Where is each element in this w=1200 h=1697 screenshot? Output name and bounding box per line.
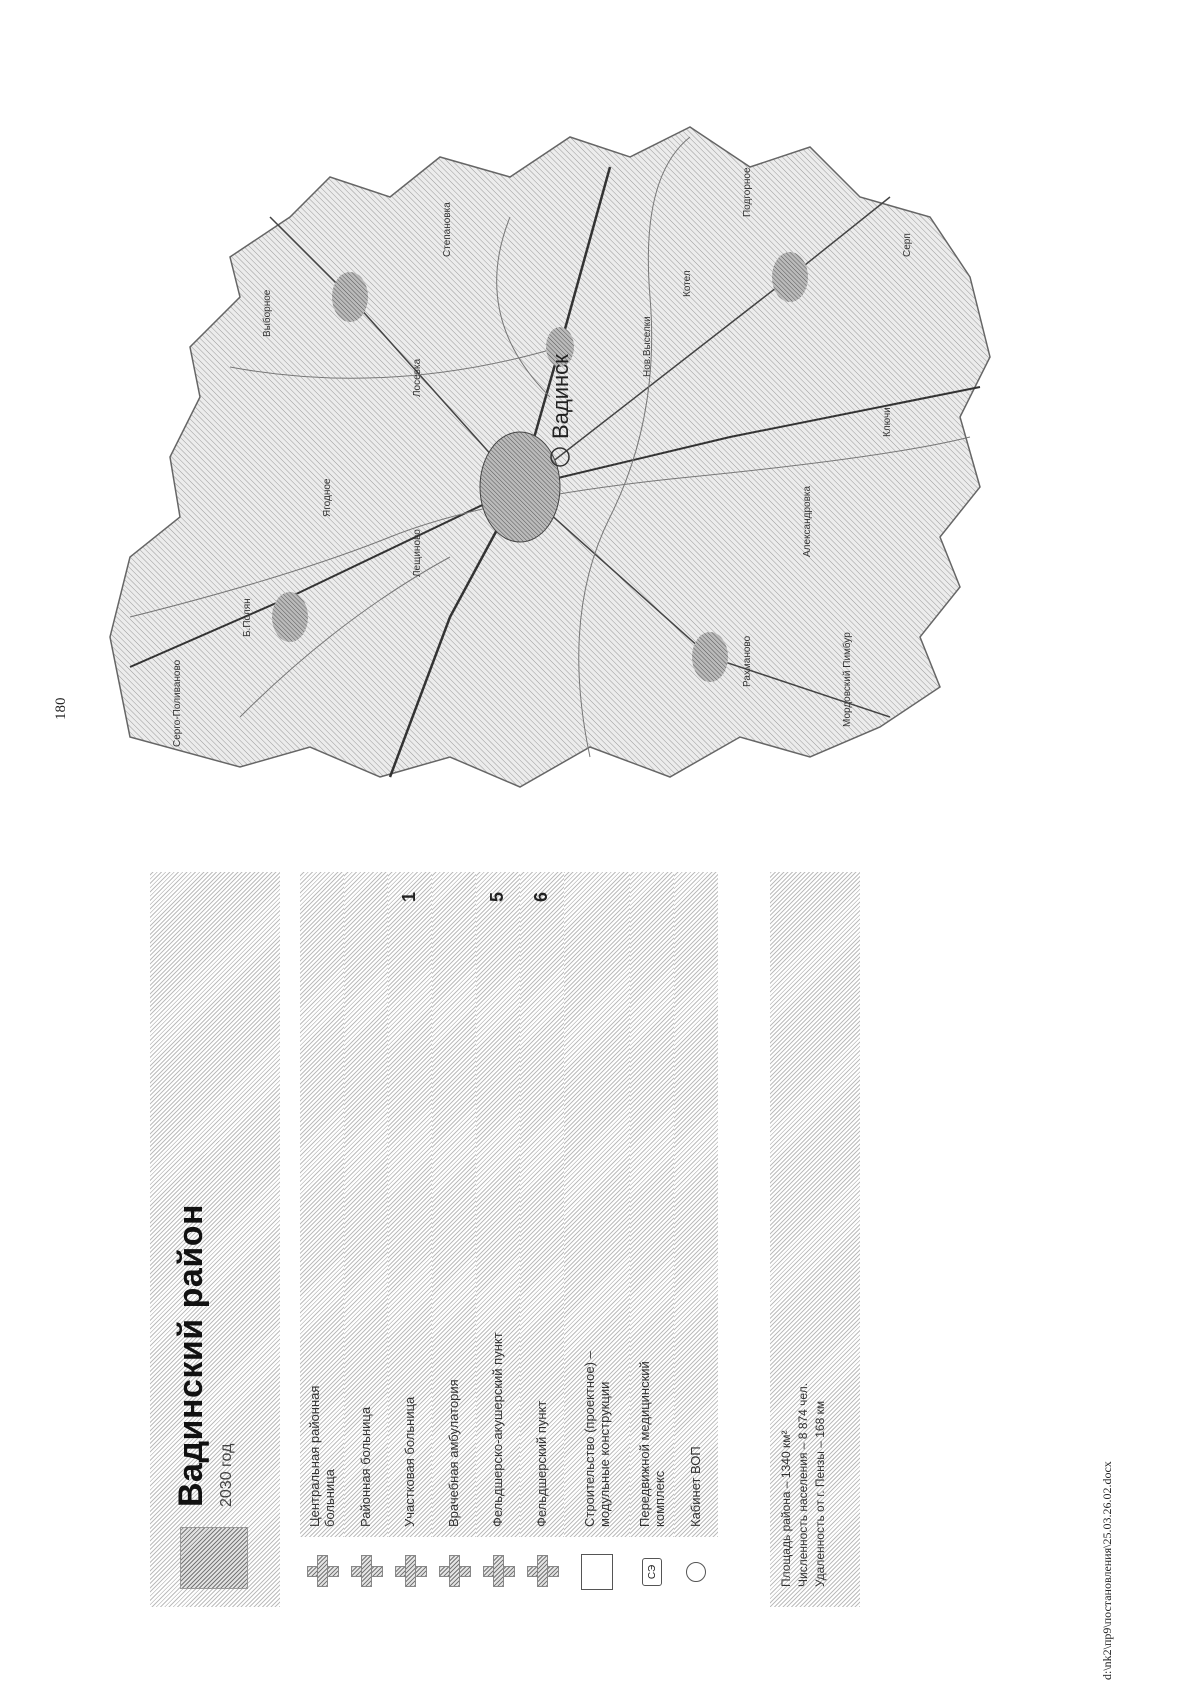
settlement-area	[332, 272, 368, 322]
place-label: Серп	[902, 233, 913, 257]
cross-icon	[307, 1557, 337, 1587]
legend-label: Фельдшерско-акушерский пункт	[490, 1332, 505, 1527]
place-label: Подгорное	[742, 167, 753, 217]
district-center-area	[480, 432, 560, 542]
legend-row	[630, 872, 674, 1607]
rotated-map-sheet	[0, 97, 1100, 1697]
place-label: Б.Полян	[242, 598, 253, 637]
place-label: Ключи	[882, 407, 893, 437]
district-map	[90, 117, 1030, 817]
place-label: Нов.Выселки	[642, 316, 653, 377]
legend-header	[150, 872, 280, 1607]
badge-icon: СЭ	[642, 1558, 662, 1586]
cross-icon	[351, 1557, 381, 1587]
emblem-icon	[180, 1527, 248, 1589]
map-title: Вадинский район	[172, 1203, 210, 1507]
legend-label: Строительство (проектное) – модульные конструкции	[581, 1351, 612, 1527]
district-stats	[770, 872, 860, 1607]
ring-icon	[686, 1562, 706, 1582]
legend-label: Районная больница	[358, 1406, 373, 1527]
legend-label: Передвижной медицинский комплекс	[636, 1361, 667, 1527]
place-label: Котел	[682, 270, 693, 297]
legend-row	[564, 872, 630, 1607]
footer-file-path: d:\nk2\пр9\постановления\25.03.26.02.docx	[1100, 1461, 1114, 1680]
cross-icon	[527, 1557, 557, 1587]
place-label: Рахманово	[742, 635, 753, 687]
place-label: Лещиново	[412, 529, 423, 577]
place-label: Выборное	[262, 289, 273, 337]
legend-label: Врачебная амбулатория	[446, 1379, 461, 1527]
legend-row	[344, 872, 388, 1607]
cross-icon	[395, 1557, 425, 1587]
legend-row	[300, 872, 344, 1607]
legend-count: 6	[531, 892, 551, 903]
legend-label: Участковая больница	[402, 1396, 417, 1527]
place-label: Степановка	[442, 202, 453, 257]
place-label: Мордовский Пимбур	[842, 632, 853, 727]
legend-label: Фельдшерский пункт	[534, 1400, 549, 1527]
page-number: 180	[53, 697, 69, 720]
place-label: Серго-Поливаново	[172, 659, 183, 747]
legend-row	[520, 872, 564, 1607]
settlement-area	[692, 632, 728, 682]
cross-icon	[439, 1557, 469, 1587]
cross-icon	[483, 1557, 513, 1587]
legend-count: 1	[399, 892, 419, 903]
legend-row	[432, 872, 476, 1607]
stat-area: Площадь района – 1340 км²	[779, 1430, 793, 1587]
legend-label: Кабинет ВОП	[688, 1446, 703, 1527]
settlement-area	[772, 252, 808, 302]
square-icon	[581, 1554, 613, 1590]
district-center-label: Вадинск	[548, 354, 573, 439]
settlement-area	[272, 592, 308, 642]
legend-table	[300, 872, 718, 1607]
legend-row	[476, 872, 520, 1607]
place-label: Ягодное	[322, 478, 333, 517]
legend-label: Центральная районная больница	[306, 1385, 337, 1527]
place-label: Лосевка	[412, 358, 423, 397]
stat-population: Численность населения – 8 874 чел.	[796, 1382, 810, 1587]
legend-row	[388, 872, 432, 1607]
map-subtitle: 2030 год	[218, 1443, 235, 1507]
place-label: Александровка	[802, 485, 813, 557]
legend-row	[674, 872, 718, 1607]
stat-distance: Удаленность от г. Пензы – 168 км	[813, 1400, 827, 1587]
legend-count: 5	[487, 892, 507, 903]
